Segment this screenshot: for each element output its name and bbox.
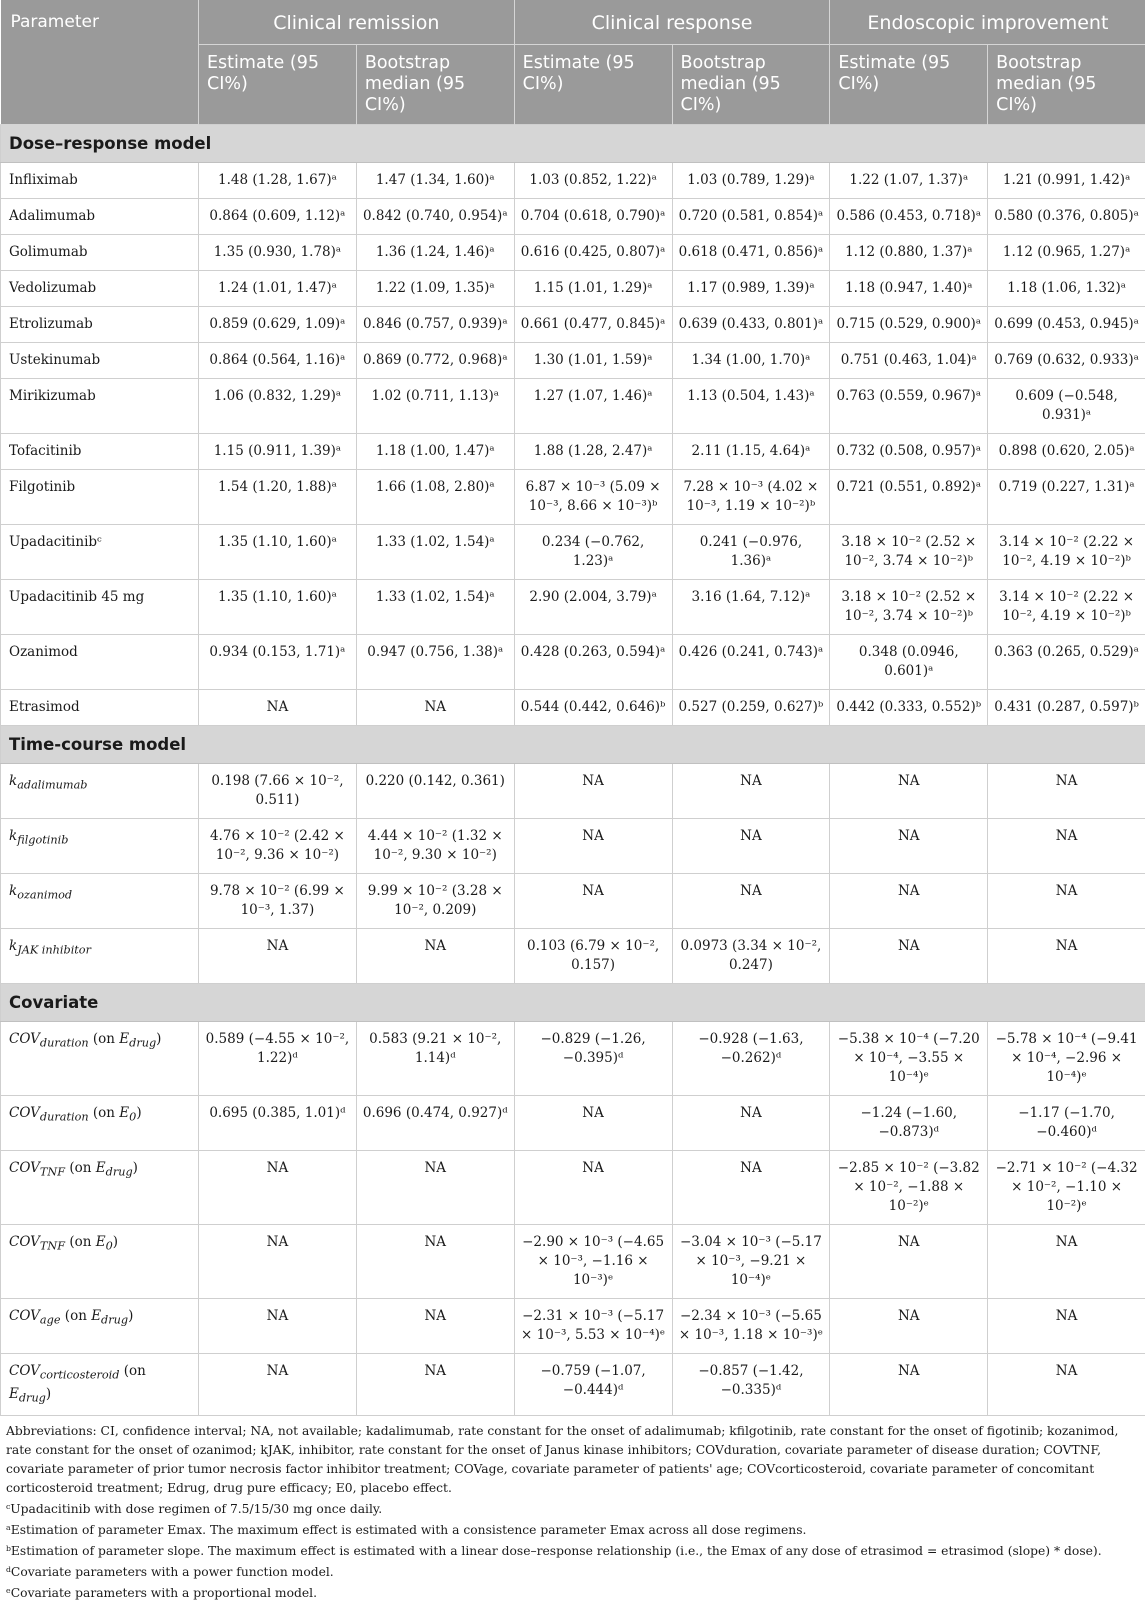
value-cell: NA xyxy=(830,874,988,929)
value-cell: 0.234 (−0.762, 1.23)ᵃ xyxy=(514,525,672,580)
value-cell: 0.695 (0.385, 1.01)ᵈ xyxy=(199,1096,357,1151)
row-label: Upadacitinib 45 mg xyxy=(1,580,199,635)
value-cell: 0.704 (0.618, 0.790)ᵃ xyxy=(514,199,672,235)
section-header-row xyxy=(1,125,1145,163)
header-estimate: Estimate (95 CI%) xyxy=(199,45,357,125)
value-cell: 0.864 (0.609, 1.12)ᵃ xyxy=(199,199,357,235)
value-cell: 0.0973 (3.34 × 10⁻², 0.247) xyxy=(672,929,830,984)
value-cell: NA xyxy=(356,1299,514,1354)
value-cell: 0.859 (0.629, 1.09)ᵃ xyxy=(199,307,357,343)
row-label: Vedolizumab xyxy=(1,271,199,307)
value-cell: 0.719 (0.227, 1.31)ᵃ xyxy=(988,470,1145,525)
value-cell: NA xyxy=(830,1354,988,1416)
row-label-part: duration xyxy=(39,1110,89,1124)
table-row xyxy=(1,379,1145,434)
footnote: ᵉCovariate parameters with a proportional model. xyxy=(6,1586,317,1601)
value-cell: 0.947 (0.756, 1.38)ᵃ xyxy=(356,635,514,690)
row-label-part: duration xyxy=(39,1036,89,1050)
value-cell: NA xyxy=(988,1354,1145,1416)
row-label-part: (on xyxy=(69,1234,96,1250)
footnote: ᶜUpadacitinib with dose regimen of 7.5/15/30 mg once daily. xyxy=(6,1502,383,1517)
value-cell: 3.18 × 10⁻² (2.52 × 10⁻², 3.74 × 10⁻²)ᵇ xyxy=(830,525,988,580)
row-label xyxy=(1,1022,199,1096)
row-label-part: ) xyxy=(156,1031,162,1047)
footnote: ᵈCovariate parameters with a power function model. xyxy=(6,1565,334,1580)
section-title: Time-course model xyxy=(1,726,1145,764)
row-label xyxy=(1,819,199,874)
value-cell: NA xyxy=(199,690,357,726)
value-cell: 0.696 (0.474, 0.927)ᵈ xyxy=(356,1096,514,1151)
value-cell: 7.28 × 10⁻³ (4.02 × 10⁻³, 1.19 × 10⁻²)ᵇ xyxy=(672,470,830,525)
table-row xyxy=(1,235,1145,271)
value-cell: NA xyxy=(830,1299,988,1354)
value-cell: 0.527 (0.259, 0.627)ᵇ xyxy=(672,690,830,726)
value-cell: 1.66 (1.08, 2.80)ᵃ xyxy=(356,470,514,525)
value-cell: 0.898 (0.620, 2.05)ᵃ xyxy=(988,434,1145,470)
table-row xyxy=(1,819,1145,874)
section-header-row xyxy=(1,726,1145,764)
value-cell: −2.31 × 10⁻³ (−5.17 × 10⁻³, 5.53 × 10⁻⁴)ᵉ xyxy=(514,1299,672,1354)
table-row xyxy=(1,343,1145,379)
row-label-part: COV xyxy=(9,1160,40,1176)
row-label-part: ) xyxy=(112,1234,119,1250)
table-row xyxy=(1,764,1145,819)
value-cell: 1.33 (1.02, 1.54)ᵃ xyxy=(356,525,514,580)
value-cell: 1.15 (1.01, 1.29)ᵃ xyxy=(514,271,672,307)
row-label-part: age xyxy=(39,1313,61,1327)
value-cell: 1.22 (1.07, 1.37)ᵃ xyxy=(830,163,988,199)
value-cell: 0.842 (0.740, 0.954)ᵃ xyxy=(356,199,514,235)
value-cell: 0.720 (0.581, 0.854)ᵃ xyxy=(672,199,830,235)
value-cell: 0.661 (0.477, 0.845)ᵃ xyxy=(514,307,672,343)
row-label xyxy=(1,1299,199,1354)
value-cell: 2.11 (1.15, 4.64)ᵃ xyxy=(672,434,830,470)
value-cell: 1.30 (1.01, 1.59)ᵃ xyxy=(514,343,672,379)
value-cell: NA xyxy=(988,1225,1145,1299)
row-label xyxy=(1,1354,199,1416)
value-cell: 0.721 (0.551, 0.892)ᵃ xyxy=(830,470,988,525)
value-cell: 0.431 (0.287, 0.597)ᵇ xyxy=(988,690,1145,726)
row-label-part: filgotinib xyxy=(17,833,69,847)
row-label-part: E xyxy=(95,1160,106,1176)
value-cell: −5.78 × 10⁻⁴ (−9.41 × 10⁻⁴, −2.96 × 10⁻⁴)ᵉ xyxy=(988,1022,1145,1096)
table-row xyxy=(1,1225,1145,1299)
row-label: Upadacitinibᶜ xyxy=(1,525,199,580)
value-cell: 0.241 (−0.976, 1.36)ᵃ xyxy=(672,525,830,580)
row-label xyxy=(1,1096,199,1151)
row-label-part: COV xyxy=(9,1363,40,1379)
value-cell: 0.198 (7.66 × 10⁻², 0.511) xyxy=(199,764,357,819)
row-label xyxy=(1,874,199,929)
value-cell: NA xyxy=(514,1096,672,1151)
value-cell: −0.857 (−1.42, −0.335)ᵈ xyxy=(672,1354,830,1416)
value-cell: −1.24 (−1.60, −0.873)ᵈ xyxy=(830,1096,988,1151)
row-label-part: (on xyxy=(92,1031,120,1047)
value-cell: 1.17 (0.989, 1.39)ᵃ xyxy=(672,271,830,307)
row-label xyxy=(1,1151,199,1225)
table-row xyxy=(1,1151,1145,1225)
row-label-part: ozanimod xyxy=(17,888,73,902)
row-label-part: ) xyxy=(128,1308,134,1324)
row-label-part: drug xyxy=(105,1165,133,1179)
row-label: Adalimumab xyxy=(1,199,199,235)
value-cell: 0.699 (0.453, 0.945)ᵃ xyxy=(988,307,1145,343)
value-cell: NA xyxy=(830,929,988,984)
value-cell: −2.34 × 10⁻³ (−5.65 × 10⁻³, 1.18 × 10⁻³)ᵉ xyxy=(672,1299,830,1354)
value-cell: 4.76 × 10⁻² (2.42 × 10⁻², 9.36 × 10⁻²) xyxy=(199,819,357,874)
value-cell: NA xyxy=(514,764,672,819)
row-label: Infliximab xyxy=(1,163,199,199)
value-cell: −0.759 (−1.07, −0.444)ᵈ xyxy=(514,1354,672,1416)
value-cell: 2.90 (2.004, 3.79)ᵃ xyxy=(514,580,672,635)
value-cell: 1.18 (1.06, 1.32)ᵃ xyxy=(988,271,1145,307)
footnote: Abbreviations: CI, confidence interval; NA, not available; kadalimumab, rate constant for the onset of adalimumab; kfilgotinib, rate constant for the onset of figotinib; kozanimod, rate constant for the onset of ozanimod; kJAK, inhibitor, rate constant for the onset of Janus kinase inhibitors; COVduration, covariate parameter of disease duration; COVTNF, covariate parameter of prior tumor necrosis factor inhibitor treatment; COVage, covariate parameter of patients' age; COVcorticosteroid, covariate parameter of concomitant corticosteroid treatment; Edrug, drug pure efficacy; E0, placebo effect. xyxy=(6,1424,1119,1496)
value-cell: NA xyxy=(199,929,357,984)
header-bootstrap: Bootstrap median (95 CI%) xyxy=(988,45,1145,125)
table-row xyxy=(1,470,1145,525)
value-cell: 1.47 (1.34, 1.60)ᵃ xyxy=(356,163,514,199)
value-cell: NA xyxy=(672,819,830,874)
value-cell: 1.06 (0.832, 1.29)ᵃ xyxy=(199,379,357,434)
row-label xyxy=(1,929,199,984)
value-cell: 0.544 (0.442, 0.646)ᵇ xyxy=(514,690,672,726)
value-cell: NA xyxy=(514,874,672,929)
value-cell: 0.348 (0.0946, 0.601)ᵃ xyxy=(830,635,988,690)
value-cell: 0.616 (0.425, 0.807)ᵃ xyxy=(514,235,672,271)
row-label-part: 0 xyxy=(105,1239,113,1253)
row-label-part: COV xyxy=(9,1031,40,1047)
value-cell: NA xyxy=(830,819,988,874)
value-cell: NA xyxy=(199,1299,357,1354)
header-estimate: Estimate (95 CI%) xyxy=(514,45,672,125)
value-cell: 0.589 (−4.55 × 10⁻², 1.22)ᵈ xyxy=(199,1022,357,1096)
value-cell: NA xyxy=(988,1299,1145,1354)
row-label-part: TNF xyxy=(39,1239,66,1253)
header-endoscopic-improvement: Endoscopic improvement xyxy=(830,0,1145,45)
value-cell: NA xyxy=(988,874,1145,929)
value-cell: 1.03 (0.789, 1.29)ᵃ xyxy=(672,163,830,199)
value-cell: 3.18 × 10⁻² (2.52 × 10⁻², 3.74 × 10⁻²)ᵇ xyxy=(830,580,988,635)
value-cell: 1.12 (0.965, 1.27)ᵃ xyxy=(988,235,1145,271)
value-cell: 3.16 (1.64, 7.12)ᵃ xyxy=(672,580,830,635)
value-cell: 0.220 (0.142, 0.361) xyxy=(356,764,514,819)
table-footnotes xyxy=(0,1416,1145,1603)
value-cell: 1.12 (0.880, 1.37)ᵃ xyxy=(830,235,988,271)
value-cell: NA xyxy=(356,690,514,726)
header-row-groups xyxy=(1,0,1145,45)
value-cell: 1.18 (0.947, 1.40)ᵃ xyxy=(830,271,988,307)
table-row xyxy=(1,690,1145,726)
value-cell: 1.36 (1.24, 1.46)ᵃ xyxy=(356,235,514,271)
value-cell: NA xyxy=(199,1354,357,1416)
row-label: Ozanimod xyxy=(1,635,199,690)
value-cell: NA xyxy=(672,1096,830,1151)
row-label xyxy=(1,764,199,819)
table-row xyxy=(1,525,1145,580)
row-label-part: ) xyxy=(136,1105,142,1121)
value-cell: −0.829 (−1.26, −0.395)ᵈ xyxy=(514,1022,672,1096)
value-cell: NA xyxy=(672,1151,830,1225)
table-row xyxy=(1,434,1145,470)
row-label: Golimumab xyxy=(1,235,199,271)
value-cell: 0.363 (0.265, 0.529)ᵃ xyxy=(988,635,1145,690)
value-cell: 1.48 (1.28, 1.67)ᵃ xyxy=(199,163,357,199)
value-cell: 0.869 (0.772, 0.968)ᵃ xyxy=(356,343,514,379)
row-label-part: drug xyxy=(129,1036,157,1050)
value-cell: 0.751 (0.463, 1.04)ᵃ xyxy=(830,343,988,379)
table-row xyxy=(1,635,1145,690)
value-cell: 0.864 (0.564, 1.16)ᵃ xyxy=(199,343,357,379)
row-label-part: JAK inhibitor xyxy=(17,943,91,957)
value-cell: −2.71 × 10⁻² (−4.32 × 10⁻², −1.10 × 10⁻²)ᵉ xyxy=(988,1151,1145,1225)
value-cell: NA xyxy=(356,1225,514,1299)
row-label-part: (on xyxy=(69,1160,96,1176)
row-label: Etrasimod xyxy=(1,690,199,726)
header-estimate: Estimate (95 CI%) xyxy=(830,45,988,125)
value-cell: NA xyxy=(199,1225,357,1299)
table-row xyxy=(1,1299,1145,1354)
row-label-part: corticosteroid xyxy=(39,1368,120,1382)
value-cell: 1.27 (1.07, 1.46)ᵃ xyxy=(514,379,672,434)
row-label-part: COV xyxy=(9,1105,40,1121)
row-label-part: k xyxy=(9,883,18,899)
value-cell: NA xyxy=(988,819,1145,874)
value-cell: 0.732 (0.508, 0.957)ᵃ xyxy=(830,434,988,470)
value-cell: 1.02 (0.711, 1.13)ᵃ xyxy=(356,379,514,434)
value-cell: 1.21 (0.991, 1.42)ᵃ xyxy=(988,163,1145,199)
row-label: Tofacitinib xyxy=(1,434,199,470)
section-title: Covariate xyxy=(1,984,1145,1022)
row-label xyxy=(1,1225,199,1299)
section-title: Dose–response model xyxy=(1,125,1145,163)
row-label-part: ) xyxy=(45,1385,52,1402)
value-cell: NA xyxy=(356,1354,514,1416)
value-cell: 4.44 × 10⁻² (1.32 × 10⁻², 9.30 × 10⁻²) xyxy=(356,819,514,874)
row-label: Mirikizumab xyxy=(1,379,199,434)
header-clinical-remission: Clinical remission xyxy=(199,0,515,45)
value-cell: 0.609 (−0.548, 0.931)ᵃ xyxy=(988,379,1145,434)
table-row xyxy=(1,929,1145,984)
value-cell: 0.763 (0.559, 0.967)ᵃ xyxy=(830,379,988,434)
value-cell: NA xyxy=(988,929,1145,984)
value-cell: −0.928 (−1.63, −0.262)ᵈ xyxy=(672,1022,830,1096)
value-cell: −3.04 × 10⁻³ (−5.17 × 10⁻³, −9.21 × 10⁻⁴)ᵉ xyxy=(672,1225,830,1299)
footnote: ᵇEstimation of parameter slope. The maximum effect is estimated with a linear dose–response relationship (i.e., the Emax of any dose of etrasimod = etrasimod (slope) * dose). xyxy=(6,1544,1102,1559)
table-row xyxy=(1,1022,1145,1096)
row-label-part: E xyxy=(119,1105,130,1121)
value-cell: NA xyxy=(830,1225,988,1299)
row-label-part: adalimumab xyxy=(17,778,88,792)
value-cell: 0.639 (0.433, 0.801)ᵃ xyxy=(672,307,830,343)
value-cell: 1.33 (1.02, 1.54)ᵃ xyxy=(356,580,514,635)
value-cell: NA xyxy=(672,764,830,819)
value-cell: 0.103 (6.79 × 10⁻², 0.157) xyxy=(514,929,672,984)
value-cell: 1.35 (1.10, 1.60)ᵃ xyxy=(199,580,357,635)
value-cell: NA xyxy=(356,1151,514,1225)
value-cell: 0.580 (0.376, 0.805)ᵃ xyxy=(988,199,1145,235)
row-label-part: COV xyxy=(9,1234,40,1250)
value-cell: 0.442 (0.333, 0.552)ᵇ xyxy=(830,690,988,726)
row-label-part: E xyxy=(119,1031,130,1047)
value-cell: 1.22 (1.09, 1.35)ᵃ xyxy=(356,271,514,307)
value-cell: NA xyxy=(199,1151,357,1225)
row-label-part: drug xyxy=(18,1391,46,1405)
row-label-part: E xyxy=(95,1234,106,1250)
value-cell: 1.13 (0.504, 1.43)ᵃ xyxy=(672,379,830,434)
value-cell: −2.90 × 10⁻³ (−4.65 × 10⁻³, −1.16 × 10⁻³)ᵉ xyxy=(514,1225,672,1299)
table-row xyxy=(1,163,1145,199)
value-cell: 0.426 (0.241, 0.743)ᵃ xyxy=(672,635,830,690)
row-label: Etrolizumab xyxy=(1,307,199,343)
table-row xyxy=(1,271,1145,307)
value-cell: NA xyxy=(988,764,1145,819)
row-label-part: drug xyxy=(101,1313,129,1327)
value-cell: 1.34 (1.00, 1.70)ᵃ xyxy=(672,343,830,379)
value-cell: 0.934 (0.153, 1.71)ᵃ xyxy=(199,635,357,690)
row-label-part: k xyxy=(9,938,18,954)
value-cell: 1.35 (1.10, 1.60)ᵃ xyxy=(199,525,357,580)
value-cell: NA xyxy=(672,874,830,929)
value-cell: 3.14 × 10⁻² (2.22 × 10⁻², 4.19 × 10⁻²)ᵇ xyxy=(988,525,1145,580)
value-cell: 1.15 (0.911, 1.39)ᵃ xyxy=(199,434,357,470)
value-cell: 1.18 (1.00, 1.47)ᵃ xyxy=(356,434,514,470)
row-label-part: COV xyxy=(9,1308,40,1324)
section-header-row xyxy=(1,984,1145,1022)
value-cell: 3.14 × 10⁻² (2.22 × 10⁻², 4.19 × 10⁻²)ᵇ xyxy=(988,580,1145,635)
value-cell: 1.24 (1.01, 1.47)ᵃ xyxy=(199,271,357,307)
footnote: ᵃEstimation of parameter Emax. The maximum effect is estimated with a consistence parameter Emax across all dose regimens. xyxy=(6,1523,807,1538)
header-clinical-response: Clinical response xyxy=(514,0,830,45)
row-label-part: (on xyxy=(123,1363,146,1379)
table-row xyxy=(1,580,1145,635)
value-cell: 1.54 (1.20, 1.88)ᵃ xyxy=(199,470,357,525)
row-label-part: ) xyxy=(132,1160,138,1176)
header-parameter: Parameter xyxy=(1,0,199,125)
row-label-part: E xyxy=(91,1308,102,1324)
row-label-part: (on xyxy=(92,1105,120,1121)
table-row xyxy=(1,199,1145,235)
row-label: Ustekinumab xyxy=(1,343,199,379)
value-cell: NA xyxy=(514,1151,672,1225)
value-cell: 0.583 (9.21 × 10⁻², 1.14)ᵈ xyxy=(356,1022,514,1096)
header-bootstrap: Bootstrap median (95 CI%) xyxy=(672,45,830,125)
value-cell: 0.846 (0.757, 0.939)ᵃ xyxy=(356,307,514,343)
row-label-part: k xyxy=(9,773,18,789)
value-cell: 1.03 (0.852, 1.22)ᵃ xyxy=(514,163,672,199)
row-label-part: TNF xyxy=(39,1165,66,1179)
table-row xyxy=(1,307,1145,343)
row-label-part: k xyxy=(9,828,18,844)
value-cell: 0.428 (0.263, 0.594)ᵃ xyxy=(514,635,672,690)
value-cell: −1.17 (−1.70, −0.460)ᵈ xyxy=(988,1096,1145,1151)
table-row xyxy=(1,1096,1145,1151)
table-body xyxy=(1,125,1145,1416)
value-cell: 6.87 × 10⁻³ (5.09 × 10⁻³, 8.66 × 10⁻³)ᵇ xyxy=(514,470,672,525)
value-cell: 0.715 (0.529, 0.900)ᵃ xyxy=(830,307,988,343)
value-cell: 1.88 (1.28, 2.47)ᵃ xyxy=(514,434,672,470)
row-label: Filgotinib xyxy=(1,470,199,525)
value-cell: 0.586 (0.453, 0.718)ᵃ xyxy=(830,199,988,235)
value-cell: NA xyxy=(514,819,672,874)
row-label-part: (on xyxy=(64,1308,92,1324)
value-cell: 9.78 × 10⁻² (6.99 × 10⁻³, 1.37) xyxy=(199,874,357,929)
value-cell: NA xyxy=(356,929,514,984)
table-row xyxy=(1,874,1145,929)
value-cell: −2.85 × 10⁻² (−3.82 × 10⁻², −1.88 × 10⁻²)ᵉ xyxy=(830,1151,988,1225)
value-cell: −5.38 × 10⁻⁴ (−7.20 × 10⁻⁴, −3.55 × 10⁻⁴)ᵉ xyxy=(830,1022,988,1096)
value-cell: 0.769 (0.632, 0.933)ᵃ xyxy=(988,343,1145,379)
row-label-part: 0 xyxy=(129,1110,137,1124)
value-cell: NA xyxy=(830,764,988,819)
value-cell: 9.99 × 10⁻² (3.28 × 10⁻², 0.209) xyxy=(356,874,514,929)
value-cell: 1.35 (0.930, 1.78)ᵃ xyxy=(199,235,357,271)
row-label-part: E xyxy=(9,1385,19,1402)
table-row xyxy=(1,1354,1145,1416)
value-cell: 0.618 (0.471, 0.856)ᵃ xyxy=(672,235,830,271)
header-bootstrap: Bootstrap median (95 CI%) xyxy=(356,45,514,125)
